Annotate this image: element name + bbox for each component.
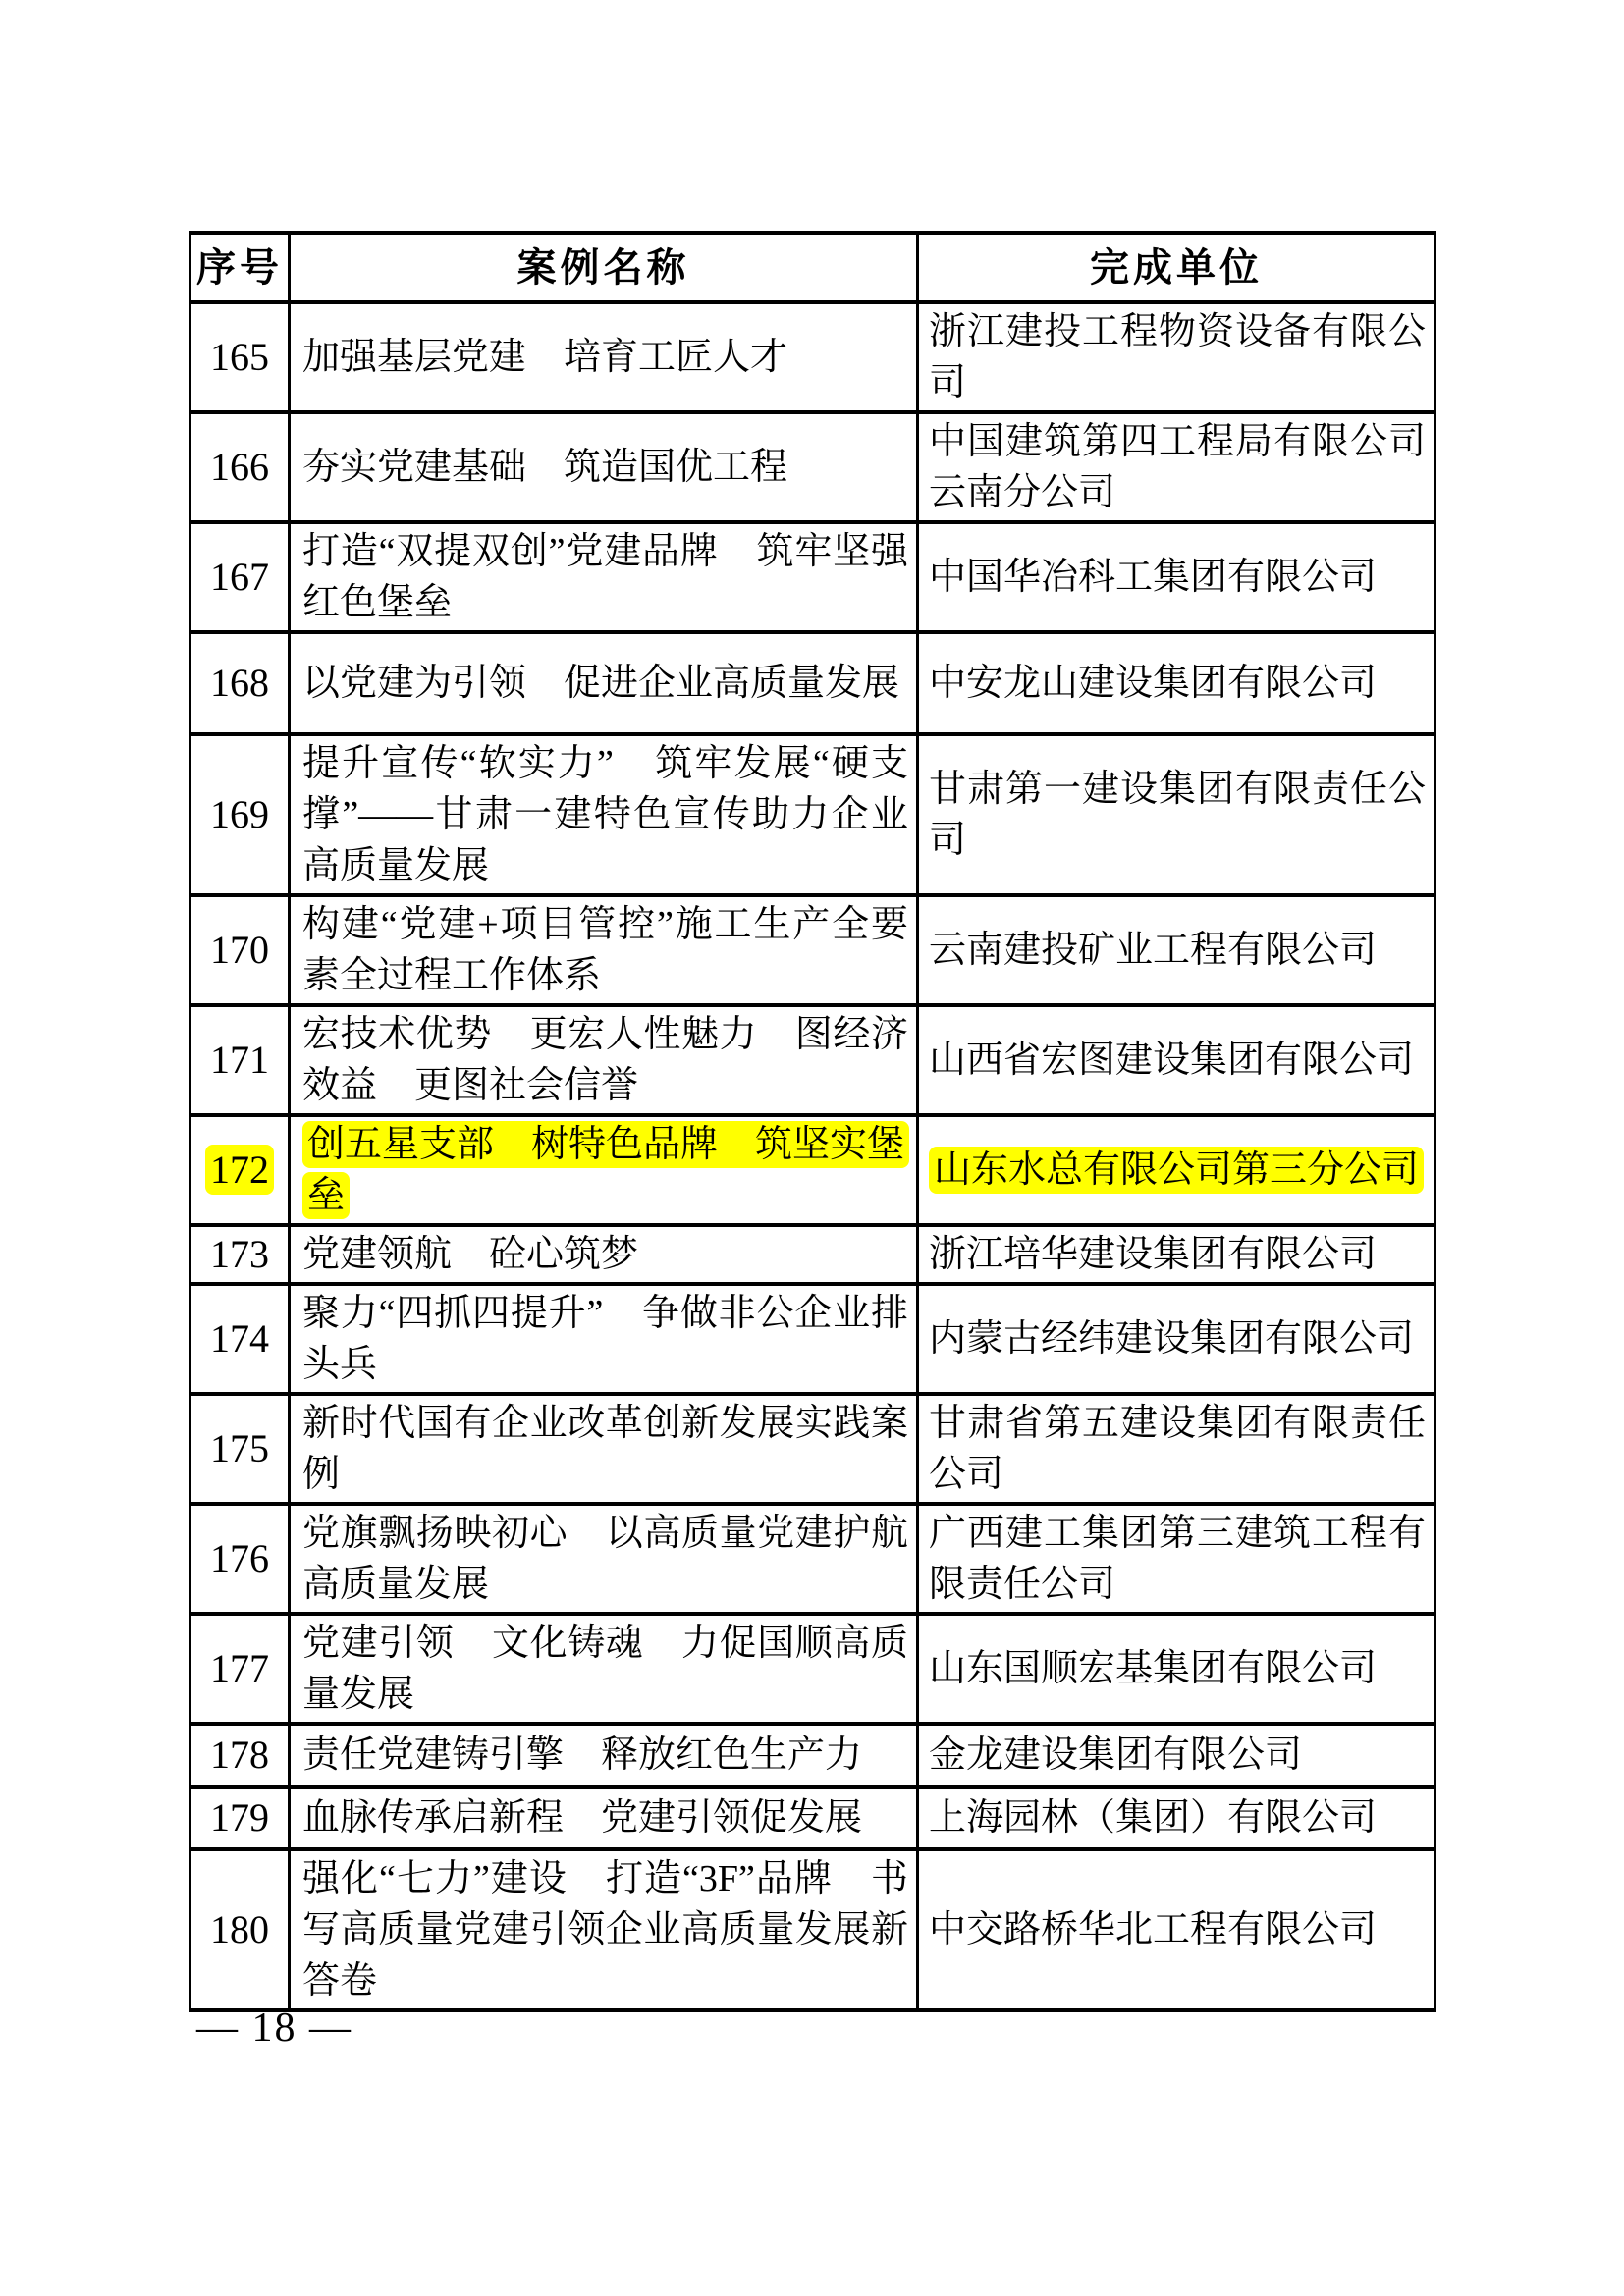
serial-cell-text: 173 — [210, 1232, 269, 1276]
unit-cell — [918, 302, 1435, 412]
table-row — [190, 1849, 1435, 2010]
unit-cell-text: 甘肃第一建设集团有限责任公司 — [929, 769, 1426, 861]
case-name-cell-text: 聚力“四抓四提升” 争做非公企业排头兵 — [302, 1293, 908, 1385]
unit-cell-text: 中国华冶科工集团有限公司 — [929, 557, 1378, 598]
case-name-cell-text: 打造“双提双创”党建品牌 筑牢坚强红色堡垒 — [302, 531, 908, 623]
table-row — [190, 1225, 1435, 1284]
unit-cell-text: 浙江培华建设集团有限公司 — [929, 1234, 1378, 1275]
case-name-cell-text: 党旗飘扬映初心 以高质量党建护航高质量发展 — [302, 1513, 908, 1605]
case-name-cell-text: 以党建为引领 促进企业高质量发展 — [302, 663, 900, 704]
unit-cell-text: 山东国顺宏基集团有限公司 — [929, 1648, 1378, 1689]
table-row — [190, 1284, 1435, 1394]
case-name-cell-text: 责任党建铸引擎 释放红色生产力 — [302, 1735, 863, 1776]
serial-cell — [190, 1394, 290, 1504]
case-name-cell — [290, 1284, 918, 1394]
serial-cell — [190, 412, 290, 522]
header-serial: 序号 — [190, 233, 290, 302]
case-name-cell-text: 党建引领 文化铸魂 力促国顺高质量发展 — [302, 1623, 908, 1715]
serial-cell — [190, 1115, 290, 1225]
serial-cell — [190, 1225, 290, 1284]
case-name-cell — [290, 412, 918, 522]
serial-cell — [190, 734, 290, 895]
table-row — [190, 1787, 1435, 1849]
table-body — [190, 302, 1435, 2010]
unit-cell — [918, 1225, 1435, 1284]
serial-cell-text: 172 — [205, 1145, 274, 1195]
serial-cell — [190, 895, 290, 1005]
unit-cell-text: 山西省宏图建设集团有限公司 — [929, 1040, 1415, 1081]
case-name-cell-text: 党建领航 砼心筑梦 — [302, 1234, 639, 1275]
serial-cell-text: 179 — [210, 1795, 269, 1840]
unit-cell-text: 内蒙古经纬建设集团有限公司 — [929, 1318, 1415, 1360]
serial-cell — [190, 302, 290, 412]
unit-cell — [918, 1005, 1435, 1115]
unit-cell-text: 上海园林（集团）有限公司 — [929, 1797, 1378, 1839]
case-name-cell — [290, 1225, 918, 1284]
header-case-name: 案例名称 — [290, 233, 918, 302]
serial-cell — [190, 1504, 290, 1614]
case-name-cell — [290, 1724, 918, 1787]
unit-cell-text: 中国建筑第四工程局有限公司云南分公司 — [929, 421, 1426, 513]
unit-cell — [918, 1394, 1435, 1504]
table-row — [190, 1614, 1435, 1724]
serial-cell-text: 174 — [210, 1316, 269, 1361]
serial-cell-text: 169 — [210, 792, 269, 836]
case-name-cell — [290, 895, 918, 1005]
case-name-cell-text: 提升宣传“软实力” 筑牢发展“硬支撑”——甘肃一建特色宣传助力企业高质量发展 — [302, 743, 908, 886]
unit-cell-text: 浙江建投工程物资设备有限公司 — [929, 311, 1426, 403]
table-row — [190, 412, 1435, 522]
unit-cell-text: 山东水总有限公司第三分公司 — [929, 1147, 1424, 1194]
unit-cell — [918, 895, 1435, 1005]
serial-cell-text: 165 — [210, 335, 269, 379]
case-name-cell — [290, 1614, 918, 1724]
serial-cell-text: 180 — [210, 1907, 269, 1951]
serial-cell — [190, 1005, 290, 1115]
case-name-cell — [290, 522, 918, 632]
table-row — [190, 1005, 1435, 1115]
serial-cell-text: 178 — [210, 1733, 269, 1777]
serial-cell-text: 176 — [210, 1536, 269, 1580]
serial-cell — [190, 1849, 290, 2010]
serial-cell-text: 177 — [210, 1646, 269, 1690]
case-name-cell-text: 夯实党建基础 筑造国优工程 — [302, 447, 788, 488]
table-row — [190, 895, 1435, 1005]
case-name-cell — [290, 1787, 918, 1849]
case-name-cell — [290, 1115, 918, 1225]
unit-cell-text: 中安龙山建设集团有限公司 — [929, 663, 1378, 704]
unit-cell — [918, 412, 1435, 522]
case-name-cell-text: 加强基层党建 培育工匠人才 — [302, 337, 788, 378]
unit-cell — [918, 1849, 1435, 2010]
case-name-cell — [290, 1504, 918, 1614]
cases-table — [189, 231, 1436, 2012]
unit-cell — [918, 1787, 1435, 1849]
unit-cell — [918, 522, 1435, 632]
unit-cell — [918, 632, 1435, 734]
unit-cell — [918, 734, 1435, 895]
case-name-cell-text: 新时代国有企业改革创新发展实践案例 — [302, 1403, 908, 1495]
case-name-cell — [290, 632, 918, 734]
serial-cell-text: 170 — [210, 928, 269, 972]
table-row — [190, 302, 1435, 412]
serial-cell-text: 175 — [210, 1426, 269, 1470]
case-name-cell-text: 创五星支部 树特色品牌 筑坚实堡垒 — [302, 1121, 909, 1219]
unit-cell-text: 云南建投矿业工程有限公司 — [929, 930, 1378, 971]
unit-cell — [918, 1284, 1435, 1394]
serial-cell — [190, 1787, 290, 1849]
table-row — [190, 1504, 1435, 1614]
case-name-cell — [290, 1005, 918, 1115]
header-row — [190, 233, 1435, 302]
unit-cell-text: 金龙建设集团有限公司 — [929, 1735, 1303, 1776]
case-name-cell — [290, 734, 918, 895]
unit-cell — [918, 1614, 1435, 1724]
serial-cell — [190, 522, 290, 632]
serial-cell — [190, 1284, 290, 1394]
unit-cell-text: 中交路桥华北工程有限公司 — [929, 1909, 1378, 1950]
serial-cell-text: 168 — [210, 661, 269, 705]
unit-cell — [918, 1115, 1435, 1225]
unit-cell-text: 广西建工集团第三建筑工程有限责任公司 — [929, 1513, 1426, 1605]
serial-cell — [190, 632, 290, 734]
table-row — [190, 1394, 1435, 1504]
table-row — [190, 632, 1435, 734]
serial-cell-text: 166 — [210, 445, 269, 489]
case-name-cell-text: 构建“党建+项目管控”施工生产全要素全过程工作体系 — [302, 904, 908, 996]
serial-cell-text: 171 — [210, 1038, 269, 1082]
case-name-cell-text: 血脉传承启新程 党建引领促发展 — [302, 1797, 863, 1839]
unit-cell-text: 甘肃省第五建设集团有限责任公司 — [929, 1403, 1426, 1495]
unit-cell — [918, 1724, 1435, 1787]
header-unit: 完成单位 — [918, 233, 1435, 302]
table-row — [190, 522, 1435, 632]
case-name-cell — [290, 302, 918, 412]
page-number: — 18 — — [196, 2005, 352, 2051]
table-row — [190, 734, 1435, 895]
serial-cell — [190, 1724, 290, 1787]
unit-cell — [918, 1504, 1435, 1614]
serial-cell-text: 167 — [210, 555, 269, 599]
case-name-cell-text: 强化“七力”建设 打造“3F”品牌 书写高质量党建引领企业高质量发展新答卷 — [302, 1858, 908, 2002]
table-row — [190, 1724, 1435, 1787]
case-name-cell — [290, 1849, 918, 2010]
serial-cell — [190, 1614, 290, 1724]
case-name-cell — [290, 1394, 918, 1504]
table-row — [190, 1115, 1435, 1225]
case-name-cell-text: 宏技术优势 更宏人性魅力 图经济效益 更图社会信誉 — [302, 1014, 908, 1106]
